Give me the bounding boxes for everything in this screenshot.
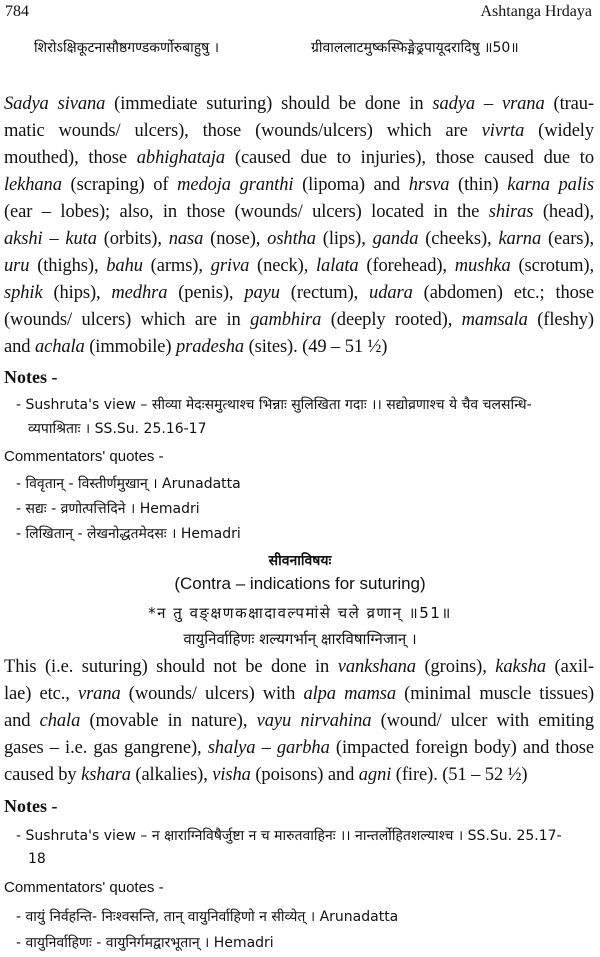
commentator-quote: - वायुं निर्वहन्ति- निःश्वसन्ति, तान् वायुनिर्वाहिणो न सीव्येत् । Arunadatta bbox=[16, 909, 399, 925]
para-1-line: Sadya sivana (immediate suturing) should be done in sadya – vrana (trau- bbox=[4, 94, 594, 114]
para-1-line: (wounds/ ulcers) which are in gambhira (deeply rooted), mamsala (fleshy) bbox=[4, 310, 594, 330]
section-verse-line-2: वायुनिर्वाहिणः शल्यगर्भान् क्षारविषाग्निजान् । bbox=[183, 630, 417, 648]
notes-1-line-1: - Sushruta's view – सीव्या मेदःसमुत्थाश्च भिन्नाः सुलिखिता गदाः ।। सद्योव्रणाश्च ये चैव चलसन्धि- bbox=[16, 397, 532, 413]
verse-1-line-1b: ग्रीवाललाटमुष्कस्फिङ्मेढ्रपायूदरादिषु ॥50॥ bbox=[311, 40, 519, 56]
para-1-line: and achala (immobile) pradesha (sites). (49 – 51 ½) bbox=[4, 337, 388, 357]
notes-2-heading: Notes - bbox=[4, 796, 58, 816]
para-2-line: This (i.e. suturing) should not be done in vankshana (groins), kaksha (axil- bbox=[4, 657, 594, 677]
page-header bbox=[5, 3, 592, 25]
verse-1-line-1 bbox=[34, 38, 592, 57]
notes-1-line-2: व्यपाश्रिताः । SS.Su. 25.16-17 bbox=[28, 421, 207, 437]
commentator-quote: - लिखितान् - लेखनोद्धतमेदसः । Hemadri bbox=[16, 526, 241, 542]
para-1-line: akshi – kuta (orbits), nasa (nose), oshtha (lips), ganda (cheeks), karna (ears), bbox=[4, 229, 594, 249]
commentator-quote: - वायुनिर्वाहिणः - वायुनिर्गमद्वारभूतान् । Hemadri bbox=[16, 935, 274, 951]
commentators-1-heading: Commentators' quotes - bbox=[4, 448, 164, 465]
para-2-line: and chala (movable in nature), vayu nirvahina (wound/ ulcer with emiting bbox=[4, 711, 594, 731]
para-1-line: uru (thighs), bahu (arms), griva (neck), lalata (forehead), mushka (scrotum), bbox=[4, 256, 594, 276]
para-2-line: gases – i.e. gas gangrene), shalya – garbha (impacted foreign body) and those bbox=[4, 738, 594, 758]
page-number: 784 bbox=[5, 3, 29, 20]
verse-1-line-1a: शिरोऽक्षिकूटनासौष्ठगण्डकर्णोरुबाहुषु । bbox=[34, 40, 220, 56]
para-1-line: lekhana (scraping) of medoja granthi (lipoma) and hrsva (thin) karna palis bbox=[4, 175, 594, 195]
commentator-quote: - सद्यः - व्रणोत्पत्तिदिने । Hemadri bbox=[16, 501, 200, 517]
para-1-line: matic wounds/ ulcers), those (wounds/ulcers) which are vivrta (widely bbox=[4, 121, 594, 141]
para-1-line: sphik (hips), medhra (penis), payu (rectum), udara (abdomen) etc.; those bbox=[4, 283, 594, 303]
notes-1-heading: Notes - bbox=[4, 367, 58, 387]
para-2-line: lae) etc., vrana (wounds/ ulcers) with alpa mamsa (minimal muscle tissues) bbox=[4, 684, 594, 704]
para-1-line: mouthed), those abhighataja (caused due to injuries), those caused due to bbox=[4, 148, 594, 168]
notes-2-line-1: - Sushruta's view – न क्षाराग्निविषैर्जुष्टा न च मारुतवाहिनः ।। नान्तर्लोहितशल्याश्च । SS.Su. 25.17- bbox=[16, 828, 562, 844]
commentators-2-heading: Commentators' quotes - bbox=[4, 879, 164, 896]
section-title: सीवनाविषयः bbox=[268, 553, 332, 569]
notes-2-line-2: 18 bbox=[28, 851, 46, 867]
section-verse-line-1: *न तु वङ्क्षणकक्षादावल्पमांसे चले व्रणान् ॥51॥ bbox=[148, 604, 452, 622]
running-title: Ashtanga Hrdaya bbox=[480, 3, 592, 20]
para-1-line: (ear – lobes); also, in those (wounds/ ulcers) located in the shiras (head), bbox=[4, 202, 594, 222]
commentator-quote: - विवृतान् - विस्तीर्णमुखान् । Arunadatta bbox=[16, 476, 241, 492]
para-2-line: caused by kshara (alkalies), visha (poisons) and agni (fire). (51 – 52 ½) bbox=[4, 765, 528, 785]
section-subtitle: (Contra – indications for suturing) bbox=[174, 574, 426, 593]
